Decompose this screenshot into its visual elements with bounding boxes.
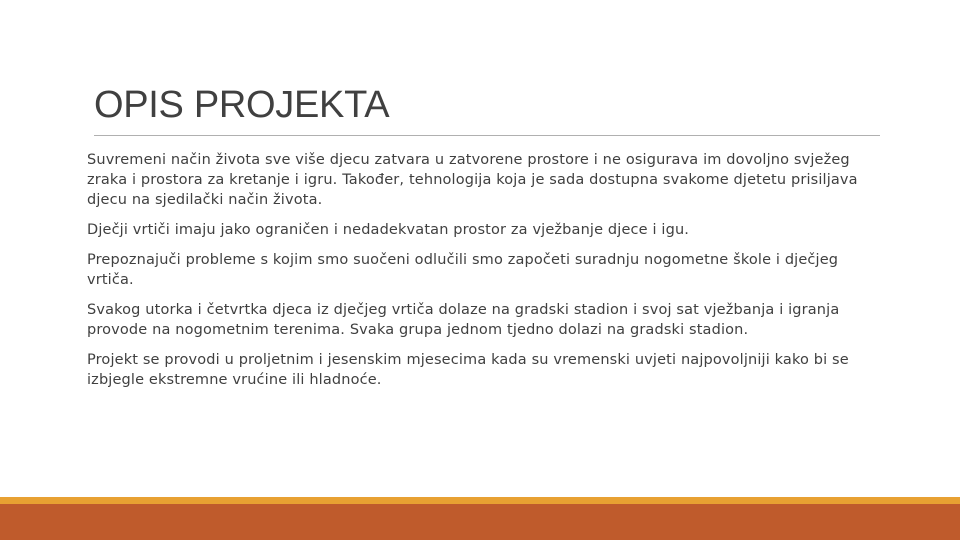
slide-title: OPIS PROJEKTA: [94, 84, 390, 126]
paragraph-5: Projekt se provodi u proljetnim i jesenskim mjesecima kada su vremenski uvjeti najpovoljniji kako bi se izbjegle ekstremne vrućine ili hladnoće.: [87, 352, 849, 388]
slide-body: [87, 150, 887, 400]
paragraph-4: Svakog utorka i četvrtka djeca iz dječjeg vrtiča dolaze na gradski stadion i svoj sat vježbanja i igranja provode na nogometnim terenima. Svaka grupa jednom tjedno dolazi na gradski stadion.: [87, 302, 840, 338]
title-divider: [94, 135, 880, 136]
paragraph-3: Prepoznajuči probleme s kojim smo suočeni odlučili smo započeti suradnju nogometne škole i dječjeg vrtiča.: [87, 252, 839, 288]
footer-stripe: [0, 497, 960, 504]
paragraph-2: Dječji vrtiči imaju jako ograničen i nedadekvatan prostor za vježbanje djece i igu.: [87, 222, 690, 238]
paragraph-1: Suvremeni način života sve više djecu zatvara u zatvorene prostore i ne osigurava im dovoljno svježeg zraka i prostora za kretanje i igru. Također, tehnologija koja je sada dostupna svakome djetetu prisiljava djecu na sjedilački način života.: [87, 152, 858, 208]
